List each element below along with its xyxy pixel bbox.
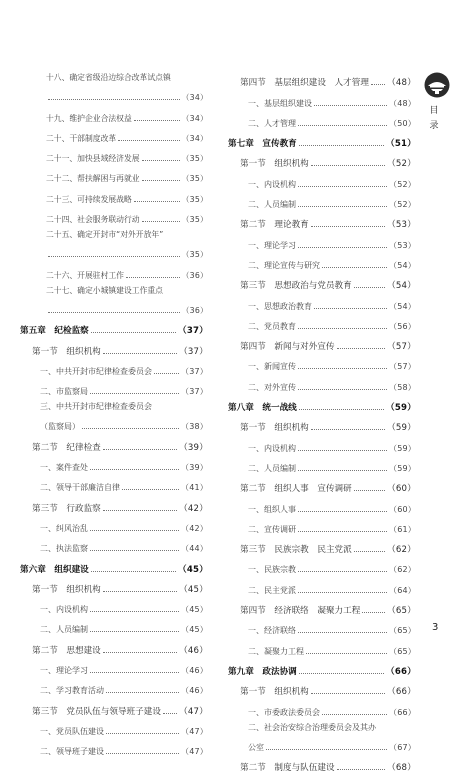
dot-leader bbox=[311, 693, 385, 694]
dot-leader bbox=[298, 186, 387, 187]
toc-entry-page: （47） bbox=[179, 706, 208, 717]
dot-leader bbox=[306, 653, 387, 654]
toc-entry-page: （59） bbox=[387, 423, 416, 434]
toc-entry-page: （48） bbox=[387, 78, 416, 89]
toc-entry-title: 一、内设机构 bbox=[248, 179, 296, 189]
toc-entry-page: （62） bbox=[387, 545, 416, 556]
dot-leader bbox=[103, 510, 177, 511]
toc-entry bbox=[20, 717, 208, 737]
toc-entry-title: 二、宣传调研 bbox=[248, 524, 296, 534]
dot-leader bbox=[154, 373, 179, 374]
toc-entry-title: 一、案件查处 bbox=[40, 463, 88, 473]
toc-entry-title: 一、中共开封市纪律检查委员会 bbox=[40, 366, 152, 376]
toc-entry bbox=[20, 514, 208, 534]
toc-entry-page: （64） bbox=[389, 585, 416, 595]
toc-entry-page: （67） bbox=[389, 742, 416, 752]
toc-entry-page: （46） bbox=[179, 645, 208, 656]
toc-entry bbox=[20, 473, 208, 493]
toc-right-column bbox=[228, 68, 416, 773]
toc-entry-page: （42） bbox=[181, 523, 208, 533]
dot-leader bbox=[298, 368, 387, 369]
dot-leader bbox=[298, 206, 387, 207]
toc-entry-page: （38） bbox=[181, 422, 208, 432]
dot-leader bbox=[48, 99, 180, 100]
toc-entry-page: （52） bbox=[389, 179, 416, 189]
toc-entry-page: （62） bbox=[389, 565, 416, 575]
toc-entry-page: （59） bbox=[386, 403, 416, 414]
dot-leader bbox=[298, 450, 387, 451]
toc-entry-title: 第二节 制度与队伍建设 bbox=[240, 763, 335, 773]
toc-entry bbox=[20, 432, 208, 452]
toc-entry-page: （39） bbox=[179, 442, 208, 453]
toc-entry-title: 二、理论宣传与研究 bbox=[248, 260, 320, 270]
toc-chapter-entry bbox=[228, 393, 416, 413]
dot-leader bbox=[362, 612, 385, 613]
toc-entry-page: （45） bbox=[179, 584, 208, 595]
toc-entry bbox=[20, 453, 208, 473]
toc-entry bbox=[20, 164, 208, 184]
dot-leader bbox=[337, 348, 386, 349]
toc-entry-title: 二十七、确定小城镇建设工作重点 bbox=[46, 285, 163, 295]
toc-entry-page: （50） bbox=[389, 118, 416, 128]
toc-entry-page: （45） bbox=[181, 625, 208, 635]
toc-entry bbox=[20, 260, 208, 280]
toc-entry-page: （61） bbox=[389, 524, 416, 534]
dot-leader bbox=[298, 571, 387, 572]
toc-entry-page: （56） bbox=[389, 321, 416, 331]
toc-entry-title: 第二节 纪律检查 bbox=[32, 442, 101, 453]
toc-entry-title: 二、人员编制 bbox=[40, 625, 88, 635]
dot-leader bbox=[354, 287, 385, 288]
toc-entry bbox=[228, 596, 416, 616]
toc-entry-title: 二、市监察局 bbox=[40, 387, 88, 397]
toc-entry-title: 第二节 组织人事 宣传调研 bbox=[240, 484, 352, 495]
toc-entry bbox=[228, 515, 416, 535]
toc-entry-title: 第四节 新闻与对外宣传 bbox=[240, 342, 335, 353]
section-label-char-1: 目 bbox=[429, 106, 439, 116]
toc-entry-page: （66） bbox=[389, 707, 416, 717]
dot-leader bbox=[298, 592, 387, 593]
dot-leader bbox=[354, 490, 385, 491]
toc-entry-page: （36） bbox=[181, 305, 208, 315]
page-number: 3 bbox=[432, 622, 439, 633]
toc-entry bbox=[20, 184, 208, 204]
toc-entry bbox=[20, 124, 208, 144]
toc-chapter-entry bbox=[20, 554, 208, 574]
toc-entry-title: 一、内设机构 bbox=[248, 443, 296, 453]
toc-entry bbox=[228, 230, 416, 250]
toc-entry bbox=[20, 240, 208, 260]
toc-entry-title: 第三节 思想政治与党员教育 bbox=[240, 281, 352, 292]
toc-entry-title: 第六章 组织建设 bbox=[20, 564, 89, 575]
toc-entry-title: 一、新闻宣传 bbox=[248, 362, 296, 372]
section-label-char-2: 录 bbox=[429, 121, 439, 131]
toc-entry-page: （37） bbox=[179, 346, 208, 357]
toc-entry-title: 第一节 组织机构 bbox=[240, 423, 309, 434]
toc-entry-title: 二、对外宣传 bbox=[248, 382, 296, 392]
toc-entry bbox=[228, 169, 416, 189]
toc-entry-title: 一、市委政法委员会 bbox=[248, 707, 320, 717]
toc-entry-title: 第一节 组织机构 bbox=[32, 346, 101, 357]
toc-entry bbox=[228, 291, 416, 311]
dot-leader bbox=[142, 160, 180, 161]
dot-leader bbox=[90, 672, 179, 673]
toc-entry-title: 二、执法监察 bbox=[40, 544, 88, 554]
toc-entry-page: （45） bbox=[178, 564, 208, 575]
toc-entry-title: 第五章 纪检监察 bbox=[20, 326, 89, 337]
toc-entry-page: （42） bbox=[179, 503, 208, 514]
dot-leader bbox=[298, 389, 387, 390]
toc-entry-title: 第二节 思想建设 bbox=[32, 645, 101, 656]
dot-leader bbox=[106, 753, 179, 754]
dot-leader bbox=[82, 428, 179, 429]
toc-entry-page: （47） bbox=[181, 747, 208, 757]
dot-leader bbox=[354, 551, 385, 552]
toc-entry-title: 二十、干部制度改革 bbox=[46, 133, 117, 143]
toc-entry bbox=[20, 656, 208, 676]
toc-entry bbox=[228, 352, 416, 372]
dot-leader bbox=[311, 226, 385, 227]
toc-entry-title: 二、学习教育活动 bbox=[40, 686, 104, 696]
toc-entry bbox=[228, 149, 416, 169]
toc-entry bbox=[228, 68, 416, 88]
toc-entry-page: （35） bbox=[181, 194, 208, 204]
toc-entry-title: 二十三、可持续发展战略 bbox=[46, 194, 132, 204]
toc-entry-title: 第八章 统一战线 bbox=[228, 403, 297, 414]
toc-entry-page: （57） bbox=[387, 342, 416, 353]
toc-entry bbox=[228, 555, 416, 575]
toc-entry-title: 第四节 基层组织建设 人才管理 bbox=[240, 78, 369, 89]
toc-entry-title: 二十六、开展驻村工作 bbox=[46, 270, 124, 280]
dot-leader bbox=[134, 120, 180, 121]
dot-leader bbox=[122, 489, 179, 490]
toc-entry-page: （68） bbox=[387, 763, 416, 773]
toc-entry bbox=[20, 615, 208, 635]
toc-entry-title: 一、民族宗教 bbox=[248, 565, 296, 575]
dot-leader bbox=[48, 256, 180, 257]
dot-leader bbox=[298, 632, 387, 633]
toc-entry-title: 第九章 政法协调 bbox=[228, 666, 297, 677]
toc-entry bbox=[228, 616, 416, 636]
toc-entry-page: （66） bbox=[386, 666, 416, 677]
toc-entry-title: 一、纠风治乱 bbox=[40, 523, 88, 533]
dot-leader bbox=[314, 105, 387, 106]
toc-chapter-entry bbox=[228, 129, 416, 149]
dot-leader bbox=[134, 201, 180, 202]
toc-entry-page: （54） bbox=[387, 281, 416, 292]
toc-entry-page: （37） bbox=[181, 366, 208, 376]
toc-left-column bbox=[20, 68, 208, 757]
dot-leader bbox=[118, 140, 180, 141]
toc-entry bbox=[20, 377, 208, 397]
toc-entry bbox=[228, 494, 416, 514]
section-label bbox=[428, 104, 440, 134]
toc-entry-title: 第三节 党员队伍与领导班子建设 bbox=[32, 706, 161, 717]
dot-leader bbox=[90, 530, 179, 531]
dot-leader bbox=[90, 469, 179, 470]
dot-leader bbox=[90, 550, 179, 551]
toc-entry-page: （65） bbox=[389, 646, 416, 656]
toc-entry bbox=[20, 144, 208, 164]
dot-leader bbox=[90, 393, 179, 394]
dot-leader bbox=[103, 652, 177, 653]
dot-leader bbox=[103, 449, 177, 450]
toc-entry bbox=[20, 205, 208, 225]
toc-entry-title: 一、理论学习 bbox=[40, 666, 88, 676]
toc-entry-title: 一、思想政治教育 bbox=[248, 301, 312, 311]
toc-entry-page: （59） bbox=[389, 443, 416, 453]
toc-entry-title: 第四节 经济联络 凝聚力工程 bbox=[240, 606, 361, 617]
toc-entry bbox=[228, 733, 416, 753]
dot-leader bbox=[298, 328, 387, 329]
toc-entry-page: （57） bbox=[389, 362, 416, 372]
dot-leader bbox=[314, 308, 387, 309]
toc-entry-page: （58） bbox=[389, 382, 416, 392]
toc-entry-title: 第七章 宣传教育 bbox=[228, 139, 297, 150]
toc-entry-title: 二、党员教育 bbox=[248, 321, 296, 331]
dot-leader bbox=[298, 511, 387, 512]
toc-entry-page: （35） bbox=[181, 154, 208, 164]
toc-entry bbox=[228, 575, 416, 595]
toc-entry bbox=[228, 271, 416, 291]
dot-leader bbox=[299, 145, 384, 146]
toc-entry bbox=[228, 697, 416, 717]
toc-entry-title: 一、组织人事 bbox=[248, 504, 296, 514]
toc-entry-title: （监察局） bbox=[40, 422, 80, 432]
dot-leader bbox=[142, 180, 180, 181]
toc-entry bbox=[20, 534, 208, 554]
dot-leader bbox=[106, 692, 179, 693]
dot-leader bbox=[337, 769, 386, 770]
toc-entry-page: （52） bbox=[389, 200, 416, 210]
toc-entry-page: （35） bbox=[181, 250, 208, 260]
toc-entry-title: 十九、维护企业合法权益 bbox=[46, 113, 132, 123]
toc-entry bbox=[20, 676, 208, 696]
toc-entry bbox=[228, 474, 416, 494]
toc-entry-page: （53） bbox=[389, 240, 416, 250]
toc-entry bbox=[20, 412, 208, 432]
dot-leader bbox=[322, 714, 387, 715]
toc-entry bbox=[20, 575, 208, 595]
toc-chapter-entry bbox=[20, 316, 208, 336]
toc-entry-page: （59） bbox=[389, 463, 416, 473]
toc-entry-title: 第一节 组织机构 bbox=[240, 159, 309, 170]
toc-entry-page: （39） bbox=[181, 463, 208, 473]
toc-entry bbox=[228, 332, 416, 352]
toc-entry bbox=[228, 413, 416, 433]
toc-entry bbox=[20, 296, 208, 316]
toc-entry-page: （48） bbox=[389, 98, 416, 108]
dot-leader bbox=[371, 84, 385, 85]
toc-entry-title: 第一节 组织机构 bbox=[240, 687, 309, 698]
toc-entry bbox=[20, 595, 208, 615]
toc-entry-page: （37） bbox=[178, 326, 208, 337]
toc-entry-title: 一、基层组织建设 bbox=[248, 98, 312, 108]
toc-entry bbox=[228, 210, 416, 230]
toc-entry-title: 一、党员队伍建设 bbox=[40, 726, 104, 736]
dot-leader bbox=[103, 353, 177, 354]
toc-entry-title: 二、人员编制 bbox=[248, 200, 296, 210]
toc-entry-page: （47） bbox=[181, 726, 208, 736]
toc-entry-page: （44） bbox=[181, 544, 208, 554]
toc-entry-page: （52） bbox=[387, 159, 416, 170]
toc-entry-page: （46） bbox=[181, 686, 208, 696]
toc-entry-page: （60） bbox=[389, 504, 416, 514]
dot-leader bbox=[163, 713, 177, 714]
toc-entry-page: （36） bbox=[181, 270, 208, 280]
dot-leader bbox=[91, 332, 176, 333]
toc-entry-title: 第三节 行政监察 bbox=[32, 503, 101, 514]
toc-entry-title: 二、民主党派 bbox=[248, 585, 296, 595]
toc-entry-title: 一、理论学习 bbox=[248, 240, 296, 250]
toc-entry-page: （65） bbox=[387, 606, 416, 617]
dot-leader bbox=[298, 125, 387, 126]
toc-entry-title: 一、内设机构 bbox=[40, 605, 88, 615]
toc-entry-title: 第一节 组织机构 bbox=[32, 584, 101, 595]
toc-entry-title: 第三节 民族宗教 民主党派 bbox=[240, 545, 352, 556]
toc-entry-page: （54） bbox=[389, 260, 416, 270]
toc-entry-page: （53） bbox=[387, 220, 416, 231]
toc-entry bbox=[228, 251, 416, 271]
toc-entry bbox=[20, 336, 208, 356]
toc-entry bbox=[20, 696, 208, 716]
toc-entry-page: （60） bbox=[387, 484, 416, 495]
dot-leader bbox=[142, 221, 180, 222]
dot-leader bbox=[311, 165, 385, 166]
toc-entry bbox=[228, 88, 416, 108]
toc-entry bbox=[20, 225, 208, 240]
toc-entry-title: 第二节 理论教育 bbox=[240, 220, 309, 231]
toc-entry-page: （34） bbox=[181, 113, 208, 123]
toc-entry-title: 十八、确定省级沿边综合改革试点镇 bbox=[46, 73, 171, 82]
toc-entry-page: （35） bbox=[181, 174, 208, 184]
toc-entry bbox=[20, 737, 208, 757]
dot-leader bbox=[298, 531, 387, 532]
dot-leader bbox=[299, 673, 384, 674]
dot-leader bbox=[298, 247, 387, 248]
toc-entry-page: （34） bbox=[181, 133, 208, 143]
toc-entry-page: （35） bbox=[181, 215, 208, 225]
toc-entry bbox=[228, 718, 416, 733]
dot-leader bbox=[266, 749, 387, 750]
dot-leader bbox=[299, 409, 384, 410]
toc-entry-title: 二十四、社会服务联动行动 bbox=[46, 215, 140, 225]
dot-leader bbox=[126, 277, 180, 278]
dot-leader bbox=[322, 267, 387, 268]
toc-chapter-entry bbox=[228, 657, 416, 677]
toc-entry-title: 二、人才管理 bbox=[248, 118, 296, 128]
toc-entry-title: 三、中共开封市纪律检查委员会 bbox=[40, 402, 152, 412]
toc-entry bbox=[20, 493, 208, 513]
toc-entry bbox=[228, 372, 416, 392]
toc-entry-title: 二十五、确定开封市“对外开放年” bbox=[46, 230, 164, 240]
toc-entry-page: （66） bbox=[387, 687, 416, 698]
toc-entry bbox=[228, 454, 416, 474]
toc-entry bbox=[228, 753, 416, 773]
toc-entry bbox=[228, 109, 416, 129]
dot-leader bbox=[103, 591, 177, 592]
toc-entry-title: 二、领导干部廉洁自律 bbox=[40, 483, 120, 493]
toc-entry-page: （54） bbox=[389, 301, 416, 311]
dot-leader bbox=[91, 571, 176, 572]
toc-entry-page: （46） bbox=[181, 666, 208, 676]
toc-entry-title: 一、经济联络 bbox=[248, 626, 296, 636]
toc-entry-page: （45） bbox=[181, 605, 208, 615]
toc-entry bbox=[228, 190, 416, 210]
toc-entry bbox=[20, 68, 208, 83]
toc-entry-page: （41） bbox=[181, 483, 208, 493]
toc-entry-title: 二、人员编制 bbox=[248, 463, 296, 473]
toc-entry bbox=[228, 636, 416, 656]
dot-leader bbox=[298, 470, 387, 471]
dot-leader bbox=[90, 631, 179, 632]
toc-entry bbox=[20, 397, 208, 412]
toc-entry-title: 二、凝聚力工程 bbox=[248, 646, 304, 656]
toc-entry-page: （34） bbox=[181, 93, 208, 103]
toc-entry bbox=[228, 433, 416, 453]
toc-entry-title: 二、领导班子建设 bbox=[40, 747, 104, 757]
toc-entry bbox=[228, 535, 416, 555]
toc-entry bbox=[20, 357, 208, 377]
pagoda-logo-icon bbox=[424, 72, 450, 98]
toc-entry bbox=[20, 281, 208, 296]
toc-entry bbox=[20, 83, 208, 103]
toc-entry-title: 二十一、加快县域经济发展 bbox=[46, 154, 140, 164]
toc-entry bbox=[20, 103, 208, 123]
toc-entry-page: （65） bbox=[389, 626, 416, 636]
toc-entry bbox=[228, 312, 416, 332]
dot-leader bbox=[311, 429, 385, 430]
toc-entry-title: 二十二、帮扶解困与再就业 bbox=[46, 174, 140, 184]
toc-entry-page: （51） bbox=[386, 139, 416, 150]
dot-leader bbox=[48, 312, 180, 313]
dot-leader bbox=[106, 733, 179, 734]
dot-leader bbox=[90, 611, 179, 612]
toc-entry bbox=[228, 677, 416, 697]
toc-entry-page: （37） bbox=[181, 387, 208, 397]
toc-entry-title: 公室 bbox=[248, 742, 264, 752]
toc-entry-title: 二、社会治安综合治理委员会及其办 bbox=[248, 722, 376, 732]
